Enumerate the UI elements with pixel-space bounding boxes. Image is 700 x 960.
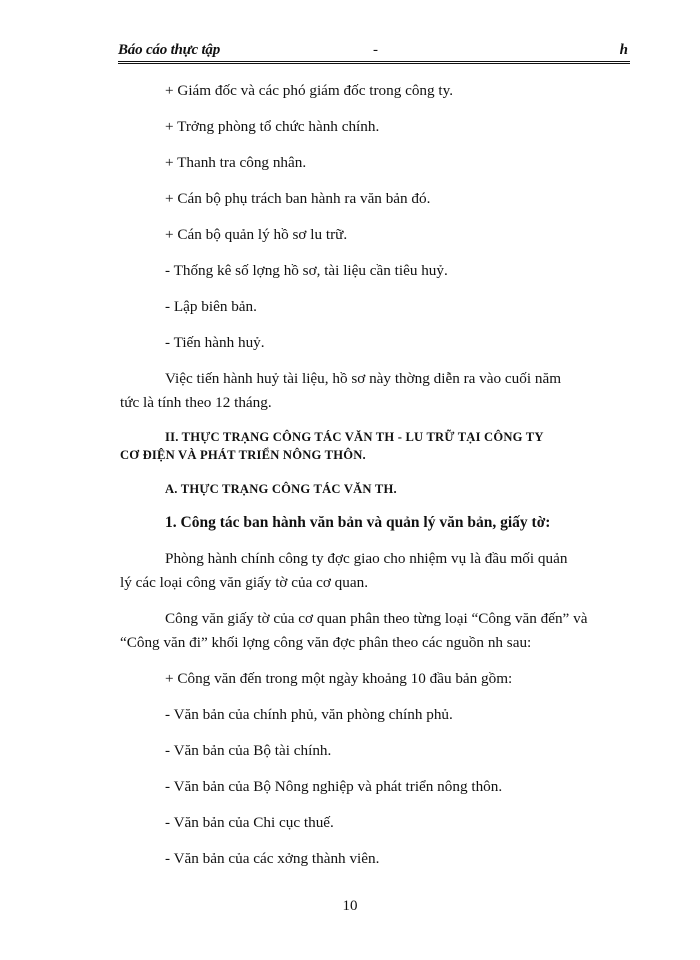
list-item: + Cán bộ phụ trách ban hành ra văn bản đó. <box>165 190 431 207</box>
list-item: + Trởng phòng tổ chức hành chính. <box>165 118 380 135</box>
paragraph-line: lý các loại công văn giấy tờ của cơ quan. <box>120 574 368 591</box>
list-item: - Văn bản của Bộ tài chính. <box>165 742 332 759</box>
paragraph-line: “Công văn đi” khối lợng công văn đợc phân theo các nguồn nh sau: <box>120 634 532 651</box>
section-heading: CƠ ĐIỆN VÀ PHÁT TRIỂN NÔNG THÔN. <box>120 448 366 462</box>
list-item: - Lập biên bản. <box>165 298 257 315</box>
header-rule <box>118 61 630 64</box>
list-item: + Cán bộ quản lý hồ sơ lu trữ. <box>165 226 348 243</box>
list-item: - Văn bản của Bộ Nông nghiệp và phát triển nông thôn. <box>165 778 503 795</box>
header-separator: - <box>373 42 378 58</box>
section-heading: II. THỰC TRẠNG CÔNG TÁC VĂN TH - LU TRỮ TẠI CÔNG TY <box>165 430 544 444</box>
paragraph-line: Phòng hành chính công ty đợc giao cho nhiệm vụ là đầu mối quản <box>165 550 568 567</box>
list-item: - Văn bản của Chi cục thuế. <box>165 814 334 831</box>
list-item: - Tiến hành huỷ. <box>165 334 265 351</box>
list-item: + Công văn đến trong một ngày khoảng 10 đầu bản gồm: <box>165 670 513 687</box>
list-item: - Thống kê số lợng hồ sơ, tài liệu cần tiêu huỷ. <box>165 262 448 279</box>
paragraph-line: tức là tính theo 12 tháng. <box>120 394 272 411</box>
paragraph-line: Công văn giấy tờ của cơ quan phân theo từng loại “Công văn đến” và <box>165 610 588 627</box>
list-item: + Giám đốc và các phó giám đốc trong công ty. <box>165 82 454 99</box>
list-item: + Thanh tra công nhân. <box>165 154 307 171</box>
list-item: - Văn bản của chính phủ, văn phòng chính phủ. <box>165 706 453 723</box>
page-number: 10 <box>342 898 358 914</box>
subsection-heading: A. THỰC TRẠNG CÔNG TÁC VĂN TH. <box>165 482 397 496</box>
item-heading: 1. Công tác ban hành văn bản và quản lý văn bản, giấy tờ: <box>165 514 551 531</box>
paragraph-line: Việc tiến hành huỷ tài liệu, hồ sơ này thờng diễn ra vào cuối năm <box>165 370 562 387</box>
header-title: Báo cáo thực tập <box>118 42 221 58</box>
page-header <box>118 38 630 60</box>
header-right-mark: h <box>619 42 628 58</box>
list-item: - Văn bản của các xởng thành viên. <box>165 850 380 867</box>
